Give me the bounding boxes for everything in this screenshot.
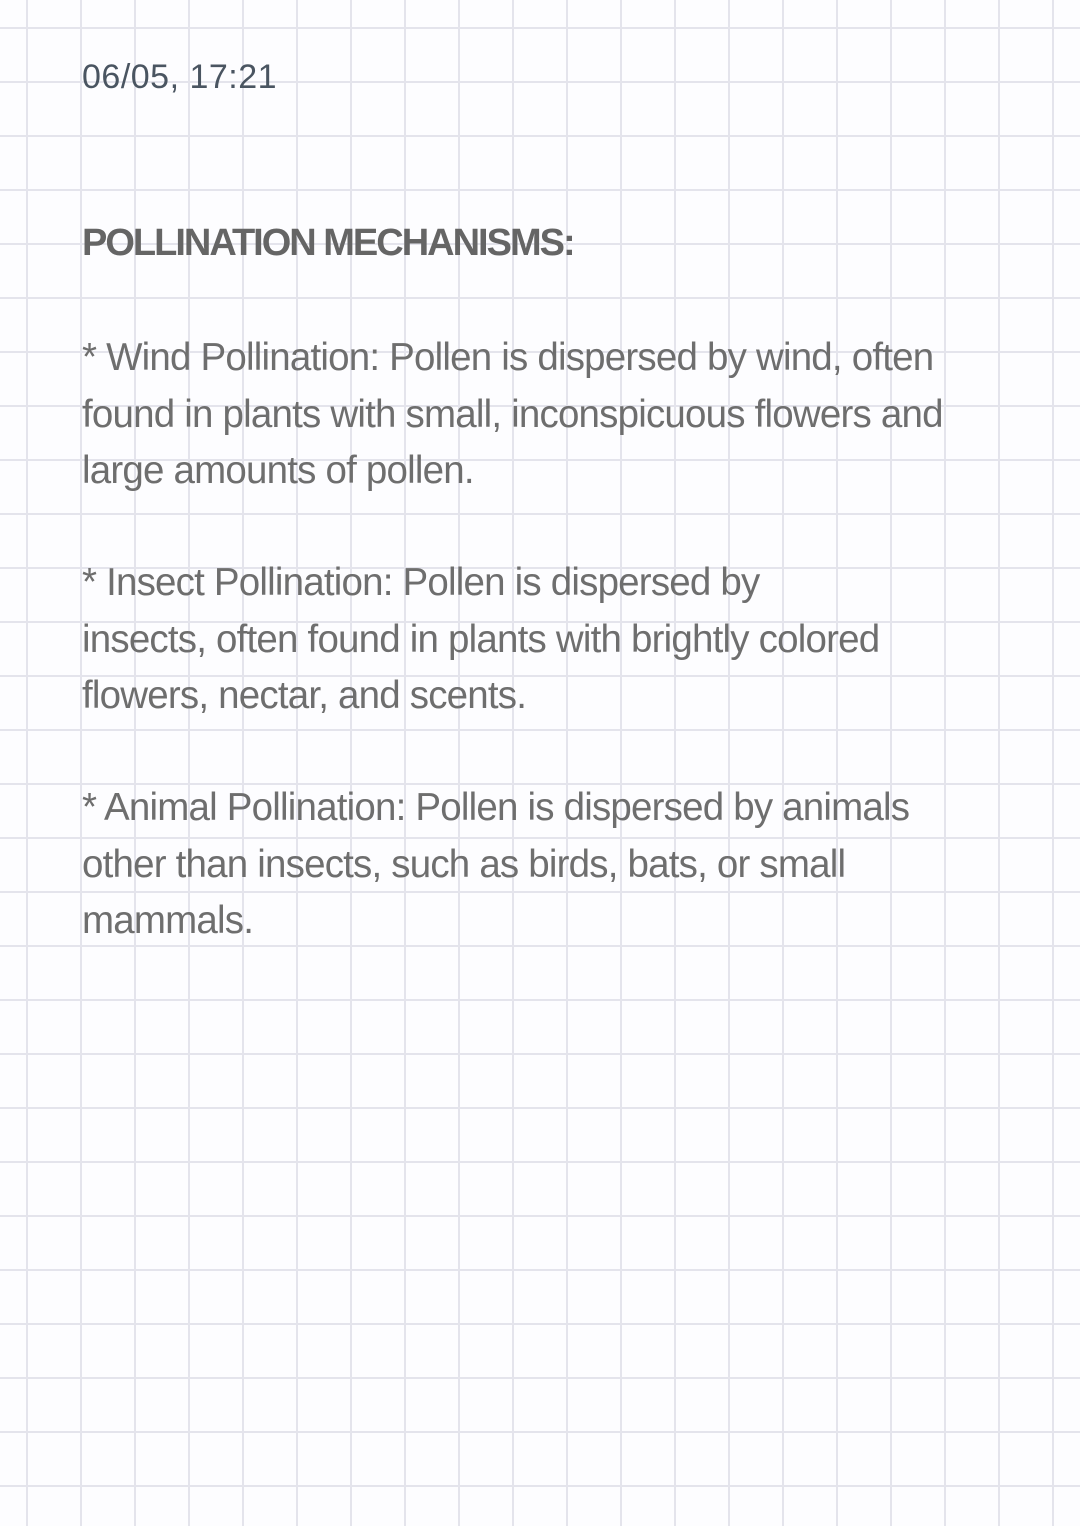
note-paragraph-animal: * Animal Pollination: Pollen is dispersed by animals other than insects, such as birds, bats, or small mammals. [82,786,910,942]
note-paragraph-insect: * Insect Pollination: Pollen is dispersed by insects, often found in plants with brightly colored flowers, nectar, and scents. [82,561,880,717]
note-paragraph-wind: * Wind Pollination: Pollen is dispersed by wind, often found in plants with small, inconspicuous flowers and large amounts of pollen. [82,336,943,492]
note-heading: POLLINATION MECHANISMS: [82,222,574,264]
note-timestamp: 06/05, 17:21 [82,58,278,96]
